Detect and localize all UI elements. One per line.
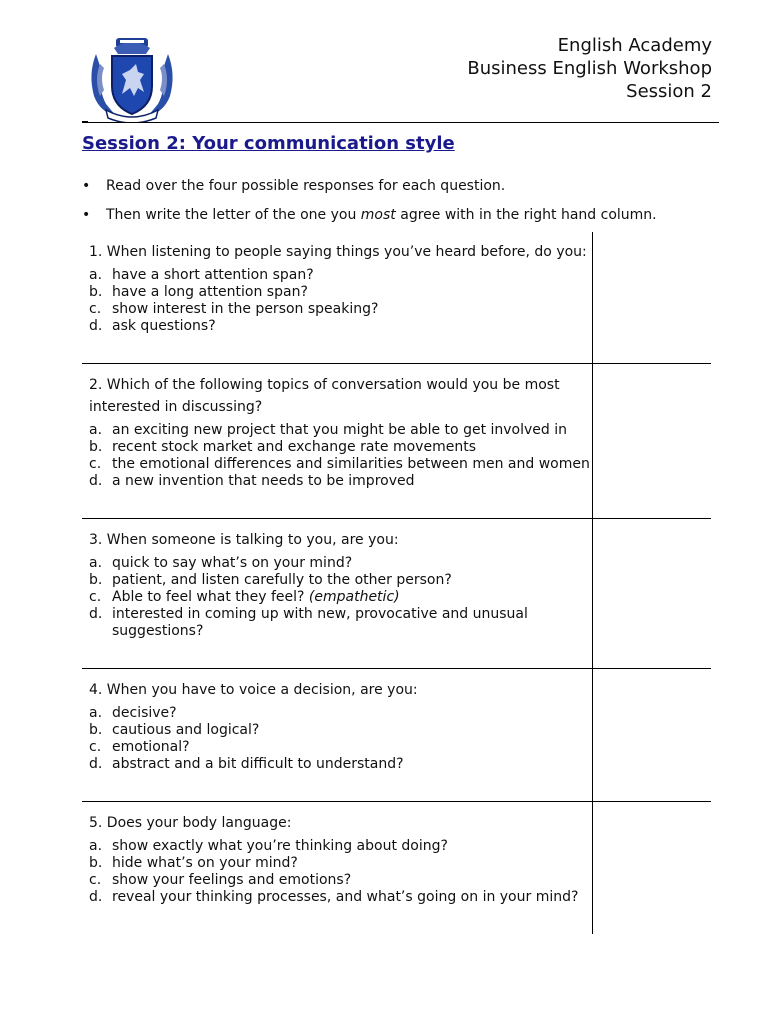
option-item: [89, 606, 598, 640]
option-letter: b.: [89, 722, 103, 738]
option-text: show your feelings and emotions?: [112, 872, 352, 888]
page-title: Session 2: Your communication style: [82, 133, 455, 154]
option-text: interested in coming up with new, provocative and unusual suggestions?: [112, 606, 528, 639]
option-text: show interest in the person speaking?: [112, 301, 379, 317]
question-row: [82, 669, 711, 802]
question-text: 3. When someone is talking to you, are you:: [89, 532, 399, 548]
option-letter: a.: [89, 705, 103, 721]
option-letter: d.: [89, 606, 103, 622]
option-text: cautious and logical?: [112, 722, 260, 738]
option-letter: b.: [89, 572, 103, 588]
answer-cell-2[interactable]: [592, 364, 712, 518]
option-item: [89, 422, 598, 439]
option-item: [89, 318, 598, 335]
instruction-text: agree with in the right hand column.: [395, 207, 657, 223]
option-text: abstract and a bit difficult to understand?: [112, 756, 404, 772]
option-text: have a long attention span?: [112, 284, 308, 300]
question-cell: [82, 669, 598, 773]
option-item: [89, 301, 598, 318]
option-letter: c.: [89, 456, 102, 472]
option-text: an exciting new project that you might be able to get involved in: [112, 422, 568, 438]
option-text: a new invention that needs to be improved: [112, 473, 415, 489]
option-letter: d.: [89, 756, 103, 772]
bullet-icon: •: [82, 207, 91, 223]
option-text: reveal your thinking processes, and what’s going on in your mind?: [112, 889, 579, 905]
question-cell: [82, 519, 598, 640]
question-row: [82, 519, 711, 669]
option-letter: a.: [89, 838, 103, 854]
option-item: [89, 555, 598, 572]
question-cell: [82, 232, 598, 335]
option-text: hide what’s on your mind?: [112, 855, 298, 871]
document-header: [467, 34, 712, 103]
header-divider-tick: [82, 121, 88, 123]
question-text: 2. Which of the following topics of conversation would you be most interested in discussing?: [89, 377, 560, 415]
option-letter: b.: [89, 284, 103, 300]
bullet-icon: •: [82, 178, 91, 194]
option-letter: d.: [89, 473, 103, 489]
option-letter: b.: [89, 439, 103, 455]
option-letter: d.: [89, 889, 103, 905]
english-academy-crest-logo: [86, 34, 178, 122]
option-item: [89, 872, 598, 889]
question-cell: [82, 802, 598, 906]
option-item: [89, 439, 598, 456]
header-divider: [82, 122, 719, 123]
option-item: [89, 855, 598, 872]
answer-cell-1[interactable]: [592, 232, 712, 363]
option-letter: a.: [89, 422, 103, 438]
instructions-list: [82, 176, 657, 234]
question-cell: [82, 364, 598, 490]
option-item: [89, 572, 598, 589]
option-letter: a.: [89, 267, 103, 283]
header-session-label: Session 2: [626, 81, 712, 102]
question-row: [82, 232, 711, 364]
option-item: [89, 456, 598, 473]
option-item: [89, 267, 598, 284]
option-text: the emotional differences and similarities between men and women: [112, 456, 590, 472]
instruction-text: Then write the letter of the one you: [106, 207, 361, 223]
option-letter: b.: [89, 855, 103, 871]
question-row: [82, 802, 711, 934]
option-text: recent stock market and exchange rate movements: [112, 439, 476, 455]
instruction-text: Read over the four possible responses for each question.: [106, 178, 506, 194]
header-workshop-name: Business English Workshop: [467, 58, 712, 79]
answer-cell-4[interactable]: [592, 669, 712, 801]
instruction-emphasis: most: [360, 207, 396, 223]
question-row: [82, 364, 711, 519]
option-item: [89, 838, 598, 855]
option-item: [89, 589, 598, 606]
instruction-item: [82, 176, 657, 205]
question-text: 5. Does your body language:: [89, 815, 292, 831]
question-text: 4. When you have to voice a decision, are you:: [89, 682, 418, 698]
option-text: show exactly what you’re thinking about doing?: [112, 838, 448, 854]
option-text: ask questions?: [112, 318, 216, 334]
option-text: have a short attention span?: [112, 267, 314, 283]
questionnaire-table: [82, 232, 711, 934]
option-text: emotional?: [112, 739, 190, 755]
answer-cell-5[interactable]: [592, 802, 712, 934]
option-letter: c.: [89, 589, 102, 605]
instruction-item: [82, 205, 657, 234]
option-item: [89, 722, 598, 739]
option-letter: a.: [89, 555, 103, 571]
option-item: [89, 889, 598, 906]
option-letter: c.: [89, 301, 102, 317]
option-text: Able to feel what they feel?: [112, 589, 309, 605]
option-text: quick to say what’s on your mind?: [112, 555, 353, 571]
option-item: [89, 284, 598, 301]
answer-cell-3[interactable]: [592, 519, 712, 668]
option-text: decisive?: [112, 705, 177, 721]
option-item: [89, 473, 598, 490]
option-letter: d.: [89, 318, 103, 334]
option-letter: c.: [89, 739, 102, 755]
question-text: 1. When listening to people saying things you’ve heard before, do you:: [89, 244, 587, 260]
option-item: [89, 756, 598, 773]
option-item: [89, 739, 598, 756]
option-text: patient, and listen carefully to the other person?: [112, 572, 452, 588]
header-academy-name: English Academy: [557, 35, 712, 56]
option-item: [89, 705, 598, 722]
option-letter: c.: [89, 872, 102, 888]
option-emphasis: (empathetic): [308, 589, 400, 605]
